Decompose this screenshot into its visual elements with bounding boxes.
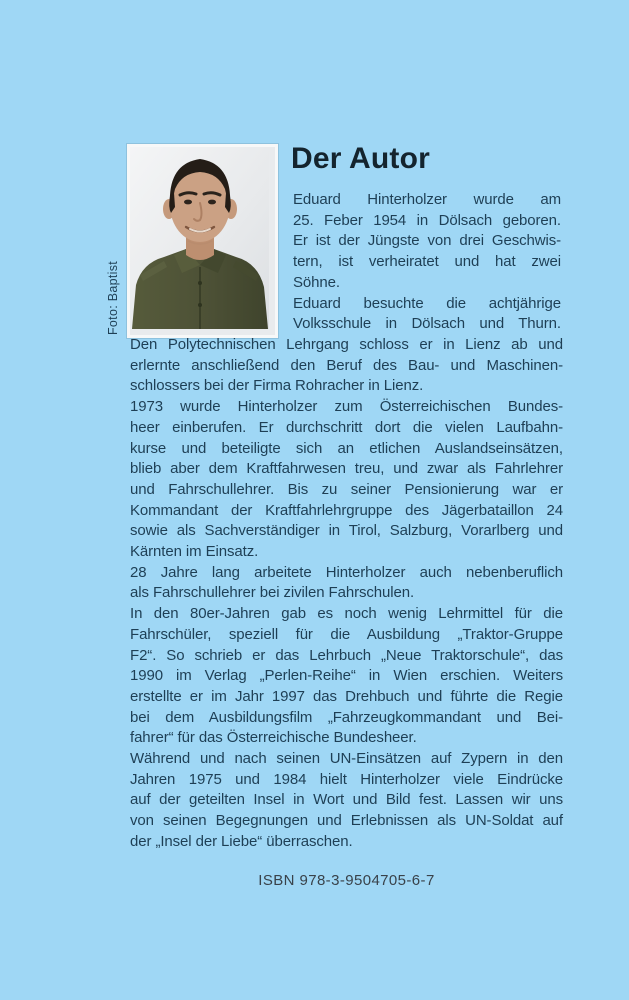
bio-text-line: tern, ist verheiratet und hat zwei [293, 253, 561, 271]
bio-text-line: F2“. So schrieb er das Lehrbuch „Neue Traktorschule“, das [130, 646, 563, 664]
bio-text-line: bei dem Ausbildungsfilm „Fahrzeugkommandant und Bei- [130, 708, 563, 726]
bio-text-line: Jahren 1975 und 1984 hielt Hinterholzer viele Eindrücke [130, 770, 563, 788]
bio-text-line: 28 Jahre lang arbeitete Hinterholzer auch nebenberuflich [130, 563, 563, 581]
bio-text-line: als Fahrschullehrer bei zivilen Fahrschulen. [130, 584, 415, 602]
bio-text-line: Söhne. [293, 273, 340, 291]
bio-text-line: fahrer“ für das Österreichische Bundesheer. [130, 729, 417, 747]
bio-text-line: 25. Feber 1954 in Dölsach geboren. [293, 211, 561, 229]
bio-text-line: erstellte er im Jahr 1997 das Drehbuch und führte die Regie [130, 687, 563, 705]
bio-text-column-beside-photo [293, 190, 561, 335]
bio-text-line: Er ist der Jüngste von drei Geschwis- [293, 232, 561, 250]
bio-text-line: 1973 wurde Hinterholzer zum Österreichischen Bundes- [130, 398, 563, 416]
bio-text-line: und Fahrschullehrer. Bis zu seiner Pensionierung war er [130, 480, 563, 498]
bio-text-line: Kommandant der Kraftfahrlehrgruppe des Jägerbataillon 24 [130, 501, 563, 519]
bio-text-line: der „Insel der Liebe“ überraschen. [130, 832, 353, 850]
author-photo [127, 144, 278, 338]
bio-text-line: erlernte anschließend den Beruf des Bau- und Maschinen- [130, 356, 563, 374]
bio-text-line: Volksschule in Dölsach und Thurn. [293, 315, 561, 333]
bio-text-line: blieb aber dem Kraftfahrwesen treu, und zwar als Fahrlehrer [130, 460, 563, 478]
photo-credit: Foto: Baptist [106, 260, 120, 335]
bio-text-line: kurse und beteiligte sich an etlichen Auslandseinsätzen, [130, 439, 563, 457]
bio-text-line: Eduard besuchte die achtjährige [293, 294, 561, 312]
bio-text-line: Den Polytechnischen Lehrgang schloss er in Lienz ab und [130, 336, 563, 353]
bio-text-column-full-width [130, 335, 563, 853]
page-title: Der Autor [291, 142, 431, 175]
bio-text-line: von seinen Begegnungen und Erlebnissen als UN-Soldat auf [130, 812, 563, 830]
bio-text-line: Fahrschüler, speziell für die Ausbildung „Traktor-Gruppe [130, 625, 563, 643]
bio-text-line: sowie als Sachverständiger in Tirol, Salzburg, Vorarlberg und [130, 522, 563, 540]
bio-text-line: Kärnten im Einsatz. [130, 543, 259, 561]
bio-text-line: In den 80er-Jahren gab es noch wenig Lehrmittel für die [130, 605, 563, 623]
bio-text-line: schlossers bei der Firma Rohracher in Lienz. [130, 377, 424, 395]
isbn-text: ISBN 978-3-9504705-6-7 [258, 872, 435, 889]
bio-text-line: auf der geteilten Insel in Wort und Bild fest. Lassen wir uns [130, 791, 563, 809]
bio-text-line: Eduard Hinterholzer wurde am [293, 191, 561, 208]
author-portrait-icon [130, 147, 269, 329]
bio-text-line: Während und nach seinen UN-Einsätzen auf Zypern in den [130, 750, 563, 768]
bio-text-line: heer einberufen. Er durchschritt dort die vielen Laufbahn- [130, 418, 563, 436]
bio-text-line: 1990 im Verlag „Perlen-Reihe“ in Wien erschien. Weiters [130, 667, 563, 685]
